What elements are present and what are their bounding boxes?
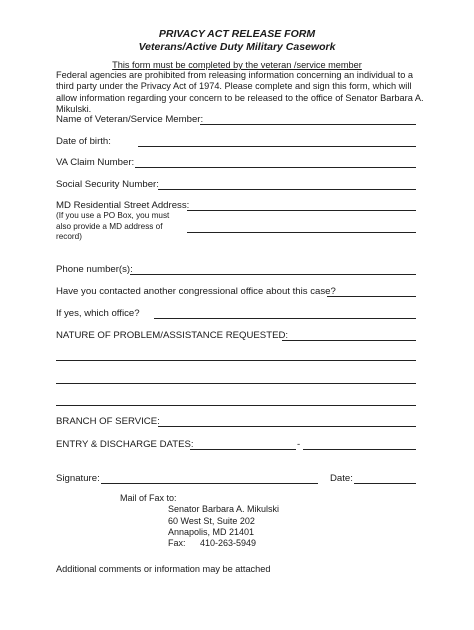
form-intro: Federal agencies are prohibited from releasing information concerning an individual to a third party under the Privacy Act of 1974. Please complete and sign this form, which will allow information regarding your concern to be released to the office of Senator Barbara A. Mikulski. — [56, 70, 424, 115]
va-claim-label: VA Claim Number: — [56, 157, 135, 168]
mail-fax-label: Fax: — [168, 538, 186, 548]
mail-fax-number: 410-263-5949 — [200, 538, 257, 548]
dob-label: Date of birth: — [56, 136, 111, 147]
ssn-field[interactable] — [158, 189, 416, 190]
discharge-date-field[interactable] — [303, 449, 416, 450]
dob-field[interactable] — [138, 146, 416, 147]
mail-street: 60 West St, Suite 202 — [168, 516, 255, 526]
nature-label: NATURE OF PROBLEM/ASSISTANCE REQUESTED: — [56, 330, 289, 341]
date-label: Date: — [330, 473, 353, 484]
va-claim-field[interactable] — [135, 167, 416, 168]
ssn-label: Social Security Number: — [56, 179, 159, 190]
nature-field-line-1[interactable] — [282, 340, 416, 341]
form-note: This form must be completed by the veteran /service member — [112, 60, 362, 70]
branch-label: BRANCH OF SERVICE: — [56, 416, 160, 427]
form-title: PRIVACY ACT RELEASE FORM — [158, 28, 316, 40]
which-office-field[interactable] — [154, 318, 416, 319]
form-subtitle: Veterans/Active Duty Military Casework — [138, 41, 336, 53]
mail-name: Senator Barbara A. Mikulski — [168, 504, 280, 514]
address-label: MD Residential Street Address: — [56, 200, 190, 211]
entry-date-field[interactable] — [190, 449, 296, 450]
address-field-line-2[interactable] — [187, 232, 416, 233]
nature-field-line-2[interactable] — [56, 360, 416, 361]
address-note: (If you use a PO Box, you must also provide a MD address of record) — [56, 211, 170, 241]
mail-heading: Mail of Fax to: — [120, 493, 177, 503]
contacted-label: Have you contacted another congressional office about this case? — [56, 286, 336, 297]
phone-field[interactable] — [130, 274, 416, 275]
which-office-label: If yes, which office? — [56, 308, 140, 319]
signature-field[interactable] — [101, 483, 318, 484]
branch-field[interactable] — [158, 426, 416, 427]
date-field[interactable] — [354, 483, 416, 484]
dates-separator: - — [297, 439, 301, 450]
nature-field-line-3[interactable] — [56, 383, 416, 384]
address-field-line-1[interactable] — [187, 210, 416, 211]
mail-city: Annapolis, MD 21401 — [168, 527, 255, 537]
footer-note: Additional comments or information may be attached — [56, 564, 271, 574]
nature-field-line-4[interactable] — [56, 405, 416, 406]
name-label: Name of Veteran/Service Member: — [56, 114, 204, 125]
phone-label: Phone number(s): — [56, 264, 133, 275]
contacted-field[interactable] — [327, 296, 416, 297]
dates-label: ENTRY & DISCHARGE DATES: — [56, 439, 194, 450]
name-field[interactable] — [200, 124, 416, 125]
signature-label: Signature: — [56, 473, 100, 484]
